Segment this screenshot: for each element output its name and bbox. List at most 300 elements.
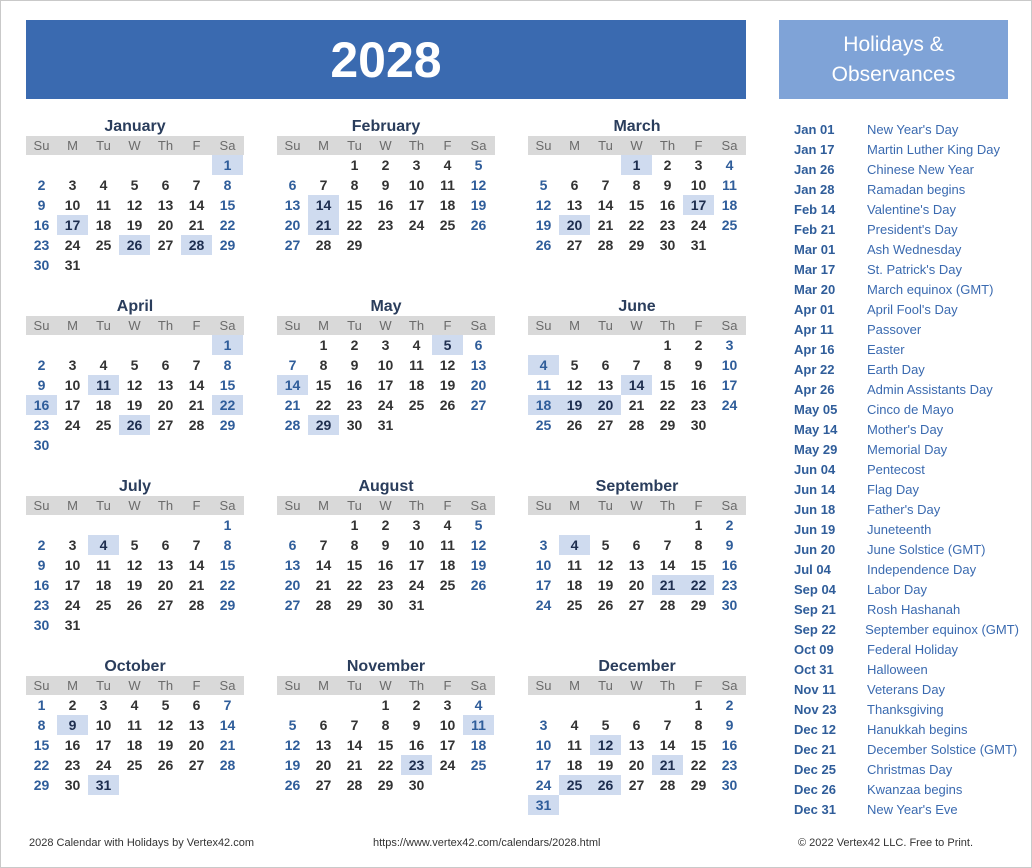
day-cell: 18 bbox=[439, 197, 456, 213]
weekday-header bbox=[528, 136, 746, 155]
holiday-date: Jul 04 bbox=[794, 562, 831, 577]
day-cell: 25 bbox=[559, 775, 590, 795]
empty-day-cell bbox=[432, 775, 463, 795]
week-row bbox=[26, 595, 244, 615]
weekday-label: Sa bbox=[470, 498, 487, 513]
day-cell: 17 bbox=[64, 577, 81, 593]
day-cell: 21 bbox=[652, 755, 683, 775]
empty-day-cell bbox=[150, 155, 181, 175]
day-cell: 17 bbox=[439, 737, 456, 753]
week-row bbox=[26, 515, 244, 535]
weekday-label: Th bbox=[659, 138, 676, 153]
day-cell: 19 bbox=[126, 397, 143, 413]
day-cell: 11 bbox=[463, 715, 494, 735]
day-cell: 1 bbox=[663, 337, 672, 353]
day-cell: 14 bbox=[597, 197, 614, 213]
week-row bbox=[277, 535, 495, 555]
day-cell: 10 bbox=[64, 557, 81, 573]
month-october bbox=[26, 657, 244, 795]
day-cell: 5 bbox=[539, 177, 548, 193]
day-cell: 26 bbox=[119, 415, 150, 435]
empty-day-cell bbox=[339, 695, 370, 715]
weekday-label: Th bbox=[157, 678, 174, 693]
week-row bbox=[528, 555, 746, 575]
footer-credit: 2028 Calendar with Holidays by Vertex42.com bbox=[29, 837, 255, 849]
day-cell: 15 bbox=[346, 197, 363, 213]
holiday-name: Passover bbox=[867, 322, 922, 337]
day-cell: 15 bbox=[690, 557, 707, 573]
weekday-label: Su bbox=[535, 318, 552, 333]
weekday-label: Su bbox=[33, 498, 50, 513]
empty-day-cell bbox=[181, 255, 212, 275]
weekday-label: F bbox=[192, 138, 201, 153]
day-cell: 28 bbox=[284, 417, 301, 433]
day-cell: 29 bbox=[690, 777, 707, 793]
holidays-list bbox=[779, 120, 1019, 820]
day-cell: 13 bbox=[157, 197, 174, 213]
holiday-name: Father's Day bbox=[867, 502, 941, 517]
week-row bbox=[26, 415, 244, 435]
holiday-row bbox=[779, 340, 1019, 360]
day-cell: 2 bbox=[381, 157, 390, 173]
day-cell: 26 bbox=[535, 237, 552, 253]
holiday-name: March equinox (GMT) bbox=[867, 282, 994, 297]
day-cell: 14 bbox=[659, 737, 676, 753]
empty-day-cell bbox=[714, 795, 745, 815]
day-cell: 7 bbox=[663, 717, 672, 733]
day-cell: 25 bbox=[439, 217, 456, 233]
holiday-date: Apr 11 bbox=[794, 322, 834, 337]
weekday-label: Th bbox=[408, 678, 425, 693]
day-cell: 2 bbox=[725, 517, 734, 533]
week-row bbox=[277, 515, 495, 535]
weekday-label: Sa bbox=[219, 678, 236, 693]
week-row bbox=[26, 715, 244, 735]
month-july bbox=[26, 477, 244, 635]
day-cell: 9 bbox=[37, 377, 46, 393]
week-row bbox=[26, 155, 244, 175]
empty-day-cell bbox=[88, 255, 119, 275]
day-cell: 5 bbox=[570, 357, 579, 373]
weekday-label: Su bbox=[284, 678, 301, 693]
day-cell: 4 bbox=[559, 535, 590, 555]
day-cell: 5 bbox=[432, 335, 463, 355]
day-cell: 18 bbox=[95, 397, 112, 413]
week-row bbox=[277, 415, 495, 435]
day-cell: 25 bbox=[470, 757, 487, 773]
day-cell: 28 bbox=[188, 597, 205, 613]
day-cell: 22 bbox=[628, 217, 645, 233]
holiday-row bbox=[779, 300, 1019, 320]
day-cell: 26 bbox=[470, 577, 487, 593]
day-cell: 10 bbox=[408, 177, 425, 193]
empty-day-cell bbox=[463, 415, 494, 435]
day-cell: 24 bbox=[690, 217, 707, 233]
day-cell: 21 bbox=[188, 577, 205, 593]
weekday-label: Sa bbox=[470, 678, 487, 693]
day-cell: 10 bbox=[690, 177, 707, 193]
day-cell: 7 bbox=[319, 177, 328, 193]
day-cell: 26 bbox=[566, 417, 583, 433]
empty-day-cell bbox=[26, 515, 57, 535]
holiday-date: Dec 21 bbox=[794, 742, 836, 757]
holiday-date: Jan 01 bbox=[794, 122, 835, 137]
day-cell: 22 bbox=[690, 757, 707, 773]
empty-day-cell bbox=[119, 255, 150, 275]
weekday-label: Su bbox=[535, 678, 552, 693]
day-cell: 24 bbox=[535, 597, 552, 613]
holiday-row bbox=[779, 740, 1019, 760]
day-cell: 17 bbox=[535, 757, 552, 773]
weekday-label: F bbox=[694, 138, 703, 153]
day-cell: 5 bbox=[601, 537, 610, 553]
empty-day-cell bbox=[88, 515, 119, 535]
holiday-date: Dec 25 bbox=[794, 762, 836, 777]
day-cell: 5 bbox=[130, 177, 139, 193]
day-cell: 15 bbox=[219, 197, 236, 213]
day-cell: 20 bbox=[628, 577, 645, 593]
day-cell: 19 bbox=[470, 557, 487, 573]
day-cell: 22 bbox=[377, 757, 394, 773]
day-cell: 28 bbox=[315, 597, 332, 613]
holiday-row bbox=[779, 180, 1019, 200]
empty-day-cell bbox=[150, 775, 181, 795]
weekday-header bbox=[528, 496, 746, 515]
weekday-label: W bbox=[379, 138, 392, 153]
empty-day-cell bbox=[150, 335, 181, 355]
day-cell: 31 bbox=[64, 617, 81, 633]
day-cell: 24 bbox=[439, 757, 456, 773]
day-cell: 12 bbox=[470, 177, 487, 193]
week-row bbox=[26, 395, 244, 415]
weekday-label: Th bbox=[157, 318, 174, 333]
day-cell: 12 bbox=[126, 197, 143, 213]
holiday-date: May 29 bbox=[794, 442, 838, 457]
empty-day-cell bbox=[308, 515, 339, 535]
day-cell: 30 bbox=[33, 617, 50, 633]
empty-day-cell bbox=[308, 695, 339, 715]
holiday-row bbox=[779, 280, 1019, 300]
empty-day-cell bbox=[621, 515, 652, 535]
weekday-label: F bbox=[694, 498, 703, 513]
day-cell: 3 bbox=[99, 697, 108, 713]
empty-day-cell bbox=[432, 235, 463, 255]
day-cell: 8 bbox=[223, 357, 232, 373]
day-cell: 11 bbox=[536, 377, 551, 393]
day-cell: 16 bbox=[64, 737, 81, 753]
weekday-header bbox=[277, 136, 495, 155]
weekday-label: W bbox=[630, 498, 643, 513]
empty-day-cell bbox=[652, 795, 683, 815]
day-cell: 6 bbox=[161, 357, 170, 373]
holiday-row bbox=[779, 120, 1019, 140]
day-cell: 6 bbox=[288, 537, 297, 553]
holiday-name: September equinox (GMT) bbox=[865, 622, 1019, 637]
day-cell: 10 bbox=[64, 377, 81, 393]
day-cell: 26 bbox=[597, 597, 614, 613]
holiday-name: Earth Day bbox=[867, 362, 925, 377]
holiday-row bbox=[779, 560, 1019, 580]
day-cell: 17 bbox=[64, 397, 81, 413]
day-cell: 18 bbox=[439, 557, 456, 573]
day-cell: 12 bbox=[566, 377, 583, 393]
weekday-label: Tu bbox=[347, 498, 362, 513]
day-cell: 10 bbox=[721, 357, 738, 373]
holiday-date: Jan 17 bbox=[794, 142, 835, 157]
day-cell: 15 bbox=[315, 377, 332, 393]
day-cell: 30 bbox=[377, 597, 394, 613]
day-cell: 14 bbox=[188, 557, 205, 573]
day-cell: 24 bbox=[64, 237, 81, 253]
day-cell: 22 bbox=[659, 397, 676, 413]
day-cell: 18 bbox=[95, 577, 112, 593]
day-cell: 4 bbox=[443, 517, 452, 533]
day-cell: 5 bbox=[474, 517, 483, 533]
day-cell: 28 bbox=[188, 417, 205, 433]
holiday-name: Memorial Day bbox=[867, 442, 948, 457]
day-cell: 26 bbox=[284, 777, 301, 793]
weekday-label: M bbox=[318, 138, 329, 153]
day-cell: 20 bbox=[188, 737, 205, 753]
day-cell: 21 bbox=[315, 577, 332, 593]
week-row bbox=[26, 615, 244, 635]
empty-day-cell bbox=[277, 155, 308, 175]
weekday-label: Tu bbox=[598, 318, 613, 333]
empty-day-cell bbox=[88, 155, 119, 175]
day-cell: 21 bbox=[628, 397, 645, 413]
holiday-date: Apr 16 bbox=[794, 342, 835, 357]
day-cell: 6 bbox=[161, 177, 170, 193]
weekday-label: Tu bbox=[347, 318, 362, 333]
weekday-header bbox=[277, 316, 495, 335]
holiday-date: Mar 20 bbox=[794, 282, 836, 297]
footer-copyright: © 2022 Vertex42 LLC. Free to Print. bbox=[798, 837, 974, 849]
month-august bbox=[277, 477, 495, 615]
empty-day-cell bbox=[401, 235, 432, 255]
day-cell: 26 bbox=[157, 757, 174, 773]
day-cell: 31 bbox=[64, 257, 81, 273]
holiday-row bbox=[779, 320, 1019, 340]
day-cell: 19 bbox=[126, 217, 143, 233]
day-cell: 14 bbox=[346, 737, 363, 753]
empty-day-cell bbox=[212, 435, 243, 455]
day-cell: 8 bbox=[694, 717, 703, 733]
week-row bbox=[528, 515, 746, 535]
month-november bbox=[277, 657, 495, 795]
day-cell: 27 bbox=[284, 237, 301, 253]
weekday-label: Th bbox=[659, 678, 676, 693]
empty-day-cell bbox=[277, 515, 308, 535]
day-cell: 1 bbox=[621, 155, 652, 175]
weekday-label: M bbox=[318, 678, 329, 693]
weekday-label: Sa bbox=[470, 138, 487, 153]
holiday-date: Jun 14 bbox=[794, 482, 836, 497]
day-cell: 20 bbox=[590, 395, 621, 415]
holiday-row bbox=[779, 360, 1019, 380]
holidays-title-line1: Holidays & bbox=[843, 32, 944, 56]
holiday-row bbox=[779, 620, 1019, 640]
day-cell: 20 bbox=[284, 577, 301, 593]
holiday-row bbox=[779, 260, 1019, 280]
weekday-label: F bbox=[694, 318, 703, 333]
day-cell: 3 bbox=[68, 537, 77, 553]
day-cell: 25 bbox=[95, 597, 112, 613]
week-row bbox=[277, 355, 495, 375]
day-cell: 13 bbox=[628, 557, 645, 573]
week-row bbox=[528, 595, 746, 615]
empty-day-cell bbox=[590, 515, 621, 535]
weekday-label: Sa bbox=[721, 498, 738, 513]
day-cell: 3 bbox=[694, 157, 703, 173]
empty-day-cell bbox=[652, 695, 683, 715]
holiday-date: Apr 26 bbox=[794, 382, 835, 397]
day-cell: 18 bbox=[470, 737, 487, 753]
day-cell: 30 bbox=[33, 257, 50, 273]
day-cell: 24 bbox=[64, 597, 81, 613]
weekday-label: F bbox=[694, 678, 703, 693]
empty-day-cell bbox=[528, 155, 559, 175]
weekday-header bbox=[26, 676, 244, 695]
day-cell: 10 bbox=[439, 717, 456, 733]
empty-day-cell bbox=[277, 695, 308, 715]
day-cell: 6 bbox=[161, 537, 170, 553]
weekday-label: M bbox=[318, 498, 329, 513]
holiday-row bbox=[779, 240, 1019, 260]
day-cell: 25 bbox=[566, 597, 583, 613]
week-row bbox=[277, 335, 495, 355]
week-row bbox=[277, 235, 495, 255]
holiday-name: Veterans Day bbox=[867, 682, 946, 697]
day-cell: 16 bbox=[721, 737, 738, 753]
month-april bbox=[26, 297, 244, 455]
day-cell: 29 bbox=[628, 237, 645, 253]
month-title: April bbox=[116, 298, 154, 315]
holiday-row bbox=[779, 200, 1019, 220]
holiday-date: Feb 14 bbox=[794, 202, 836, 217]
empty-day-cell bbox=[119, 335, 150, 355]
weekday-header bbox=[528, 316, 746, 335]
day-cell: 13 bbox=[315, 737, 332, 753]
day-cell: 31 bbox=[377, 417, 394, 433]
holiday-row bbox=[779, 440, 1019, 460]
day-cell: 25 bbox=[439, 577, 456, 593]
empty-day-cell bbox=[528, 695, 559, 715]
day-cell: 28 bbox=[659, 777, 676, 793]
empty-day-cell bbox=[463, 775, 494, 795]
empty-day-cell bbox=[181, 775, 212, 795]
empty-day-cell bbox=[683, 795, 714, 815]
day-cell: 14 bbox=[659, 557, 676, 573]
day-cell: 9 bbox=[350, 357, 359, 373]
day-cell: 2 bbox=[663, 157, 672, 173]
footer-url[interactable]: https://www.vertex42.com/calendars/2028.html bbox=[373, 837, 601, 849]
day-cell: 11 bbox=[96, 197, 111, 213]
day-cell: 22 bbox=[315, 397, 332, 413]
day-cell: 7 bbox=[192, 537, 201, 553]
holiday-name: New Year's Day bbox=[867, 122, 959, 137]
empty-day-cell bbox=[212, 255, 243, 275]
day-cell: 3 bbox=[68, 177, 77, 193]
day-cell: 17 bbox=[721, 377, 738, 393]
day-cell: 28 bbox=[315, 237, 332, 253]
empty-day-cell bbox=[652, 515, 683, 535]
empty-day-cell bbox=[57, 435, 88, 455]
weekday-header bbox=[26, 316, 244, 335]
empty-day-cell bbox=[621, 695, 652, 715]
day-cell: 17 bbox=[57, 215, 88, 235]
weekday-header bbox=[26, 136, 244, 155]
day-cell: 1 bbox=[212, 155, 243, 175]
day-cell: 22 bbox=[346, 217, 363, 233]
holiday-date: Oct 31 bbox=[794, 662, 834, 677]
day-cell: 26 bbox=[126, 597, 143, 613]
empty-day-cell bbox=[88, 335, 119, 355]
holiday-name: Kwanzaa begins bbox=[867, 782, 963, 797]
holiday-date: Jun 04 bbox=[794, 462, 836, 477]
day-cell: 13 bbox=[188, 717, 205, 733]
day-cell: 13 bbox=[566, 197, 583, 213]
day-cell: 20 bbox=[157, 577, 174, 593]
day-cell: 15 bbox=[33, 737, 50, 753]
day-cell: 22 bbox=[346, 577, 363, 593]
empty-day-cell bbox=[26, 335, 57, 355]
holiday-name: Chinese New Year bbox=[867, 162, 974, 177]
day-cell: 10 bbox=[64, 197, 81, 213]
day-cell: 9 bbox=[37, 197, 46, 213]
holiday-date: Jun 19 bbox=[794, 522, 836, 537]
day-cell: 11 bbox=[722, 177, 737, 193]
week-row bbox=[26, 335, 244, 355]
week-row bbox=[277, 395, 495, 415]
day-cell: 19 bbox=[126, 577, 143, 593]
empty-day-cell bbox=[621, 335, 652, 355]
week-row bbox=[277, 155, 495, 175]
day-cell: 14 bbox=[308, 195, 339, 215]
day-cell: 12 bbox=[439, 357, 456, 373]
day-cell: 12 bbox=[590, 735, 621, 755]
day-cell: 27 bbox=[157, 417, 174, 433]
month-may bbox=[277, 297, 495, 435]
weekday-label: W bbox=[379, 678, 392, 693]
day-cell: 6 bbox=[319, 717, 328, 733]
day-cell: 19 bbox=[597, 757, 614, 773]
day-cell: 8 bbox=[694, 537, 703, 553]
empty-day-cell bbox=[88, 435, 119, 455]
holiday-name: Valentine's Day bbox=[867, 202, 956, 217]
holiday-row bbox=[779, 600, 1019, 620]
empty-day-cell bbox=[621, 795, 652, 815]
day-cell: 9 bbox=[381, 537, 390, 553]
holiday-name: Halloween bbox=[867, 662, 928, 677]
day-cell: 21 bbox=[346, 757, 363, 773]
month-june bbox=[528, 297, 746, 435]
holiday-name: Mother's Day bbox=[867, 422, 944, 437]
week-row bbox=[26, 195, 244, 215]
weekday-label: Th bbox=[408, 318, 425, 333]
day-cell: 1 bbox=[350, 517, 359, 533]
weekday-label: Sa bbox=[219, 498, 236, 513]
weekday-label: Tu bbox=[96, 318, 111, 333]
weekday-label: Th bbox=[157, 138, 174, 153]
day-cell: 29 bbox=[33, 777, 50, 793]
week-row bbox=[528, 215, 746, 235]
day-cell: 21 bbox=[188, 397, 205, 413]
day-cell: 16 bbox=[26, 395, 57, 415]
empty-day-cell bbox=[463, 235, 494, 255]
holiday-date: Nov 11 bbox=[794, 682, 836, 697]
day-cell: 10 bbox=[535, 557, 552, 573]
week-row bbox=[528, 235, 746, 255]
